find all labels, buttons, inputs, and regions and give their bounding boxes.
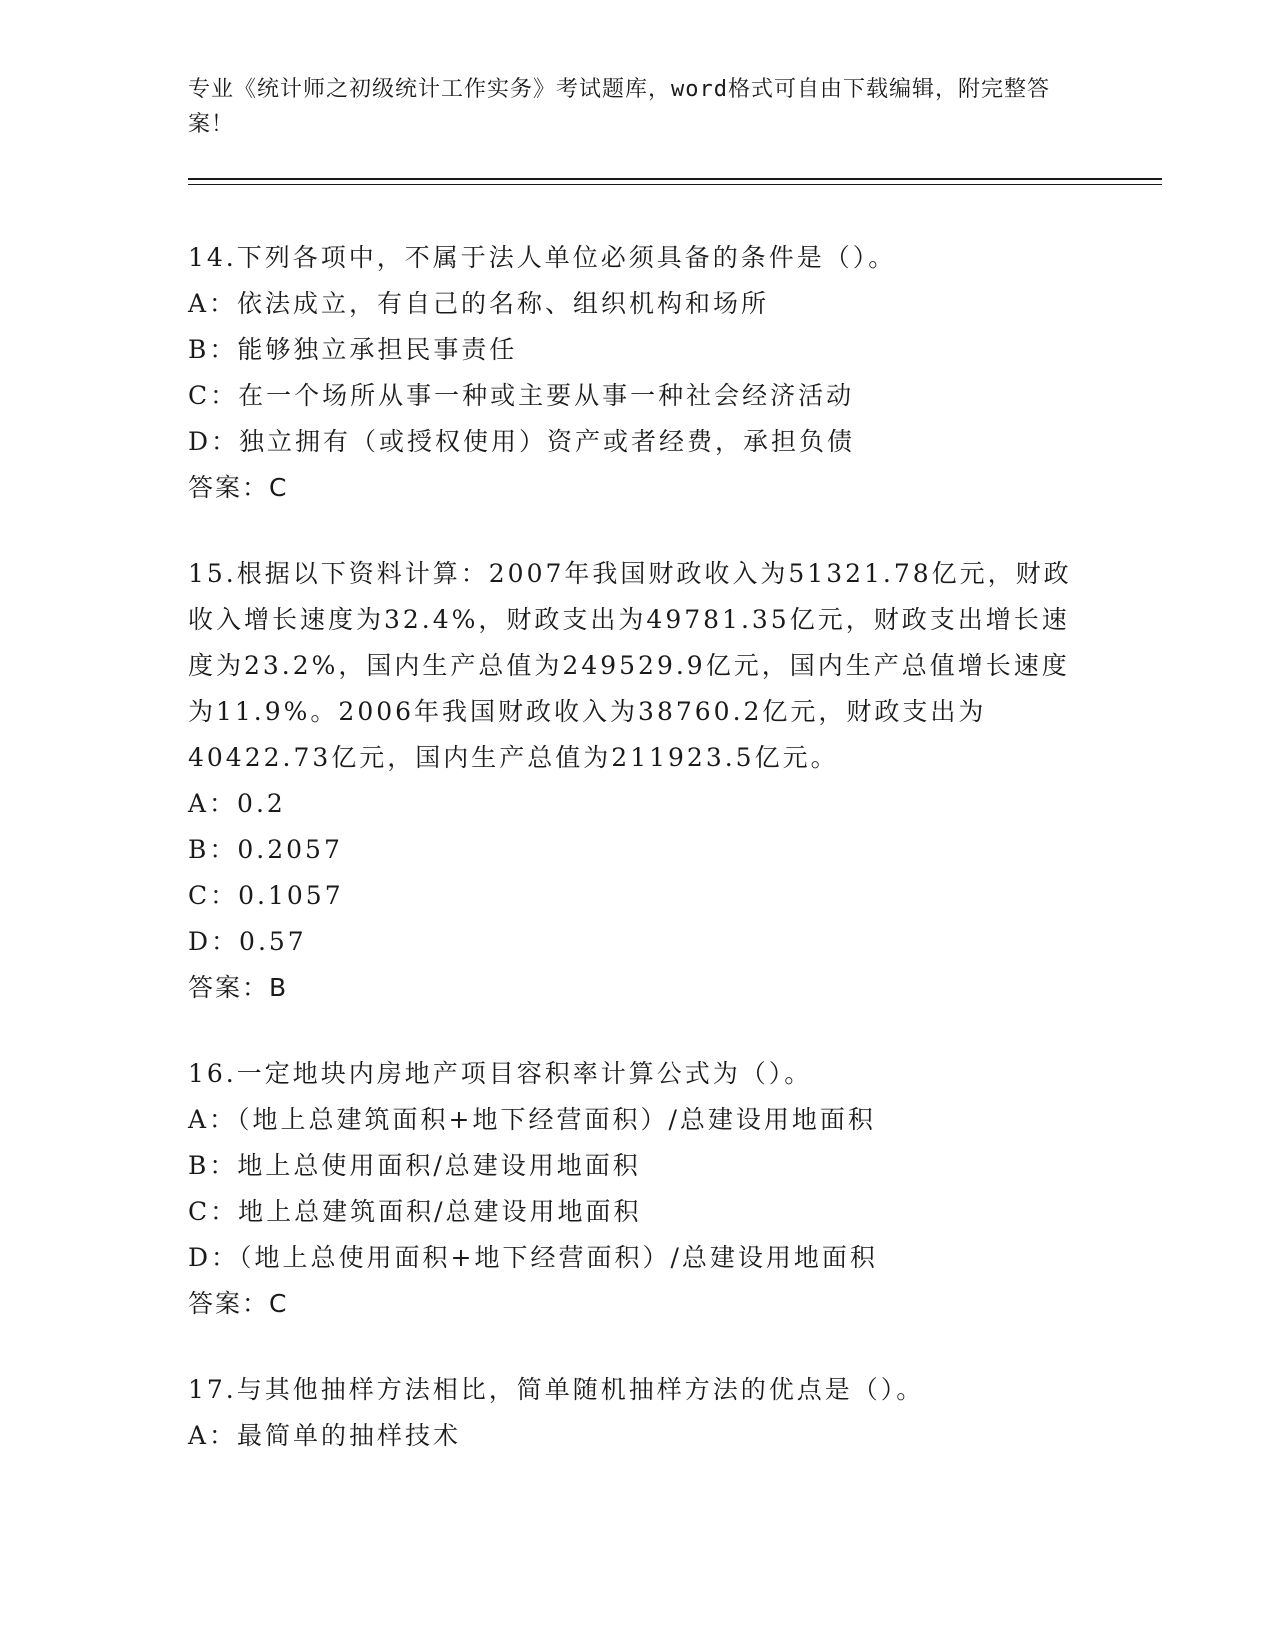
- option-c: C：地上总建筑面积/总建设用地面积: [188, 1197, 642, 1226]
- answer-line: 答案：C: [188, 473, 289, 502]
- question-16: [188, 1051, 1088, 1327]
- answer-line: 答案：C: [188, 1289, 289, 1318]
- option-a: A：依法成立，有自己的名称、组织机构和场所: [188, 289, 770, 318]
- question-stem: 14.下列各项中，不属于法人单位必须具备的条件是（）。: [188, 243, 897, 272]
- option-a: A：最简单的抽样技术: [188, 1421, 462, 1450]
- question-17: [188, 1367, 1088, 1459]
- option-d: D：独立拥有（或授权使用）资产或者经费，承担负债: [188, 427, 856, 456]
- answer-line: 答案：B: [188, 973, 289, 1002]
- question-stem: 15.根据以下资料计算：2007年我国财政收入为51321.78亿元，财政收入增长速度为32.4%，财政支出为49781.35亿元，财政支出增长速度为23.2%，国内生产总值为249529.9亿元，国内生产总值增长速度为11.9%。2006年我国财政收入为38760.2亿元，财政支出为40422.73亿元，国内生产总值为211923.5亿元。: [188, 559, 1072, 772]
- option-c: C：0.1057: [188, 881, 344, 910]
- option-b: B：能够独立承担民事责任: [188, 335, 518, 364]
- header-divider-thick: [188, 178, 1162, 180]
- option-b: B：地上总使用面积/总建设用地面积: [188, 1151, 641, 1180]
- question-stem: 17.与其他抽样方法相比，简单随机抽样方法的优点是（）。: [188, 1375, 925, 1404]
- option-b: B：0.2057: [188, 835, 343, 864]
- header-divider-thin: [188, 184, 1162, 185]
- question-14: [188, 235, 1088, 511]
- option-a: A：0.2: [188, 789, 286, 818]
- option-d: D：0.57: [188, 927, 307, 956]
- option-a: A：（地上总建筑面积+地下经营面积）/总建设用地面积: [188, 1105, 876, 1134]
- option-d: D：（地上总使用面积+地下经营面积）/总建设用地面积: [188, 1243, 878, 1272]
- document-header: 专业《统计师之初级统计工作实务》考试题库，word格式可自由下载编辑，附完整答案！: [188, 77, 1050, 137]
- question-15: [188, 551, 1088, 1011]
- question-stem: 16.一定地块内房地产项目容积率计算公式为（）。: [188, 1059, 813, 1088]
- question-list: [188, 235, 1088, 1499]
- option-c: C：在一个场所从事一种或主要从事一种社会经济活动: [188, 381, 855, 410]
